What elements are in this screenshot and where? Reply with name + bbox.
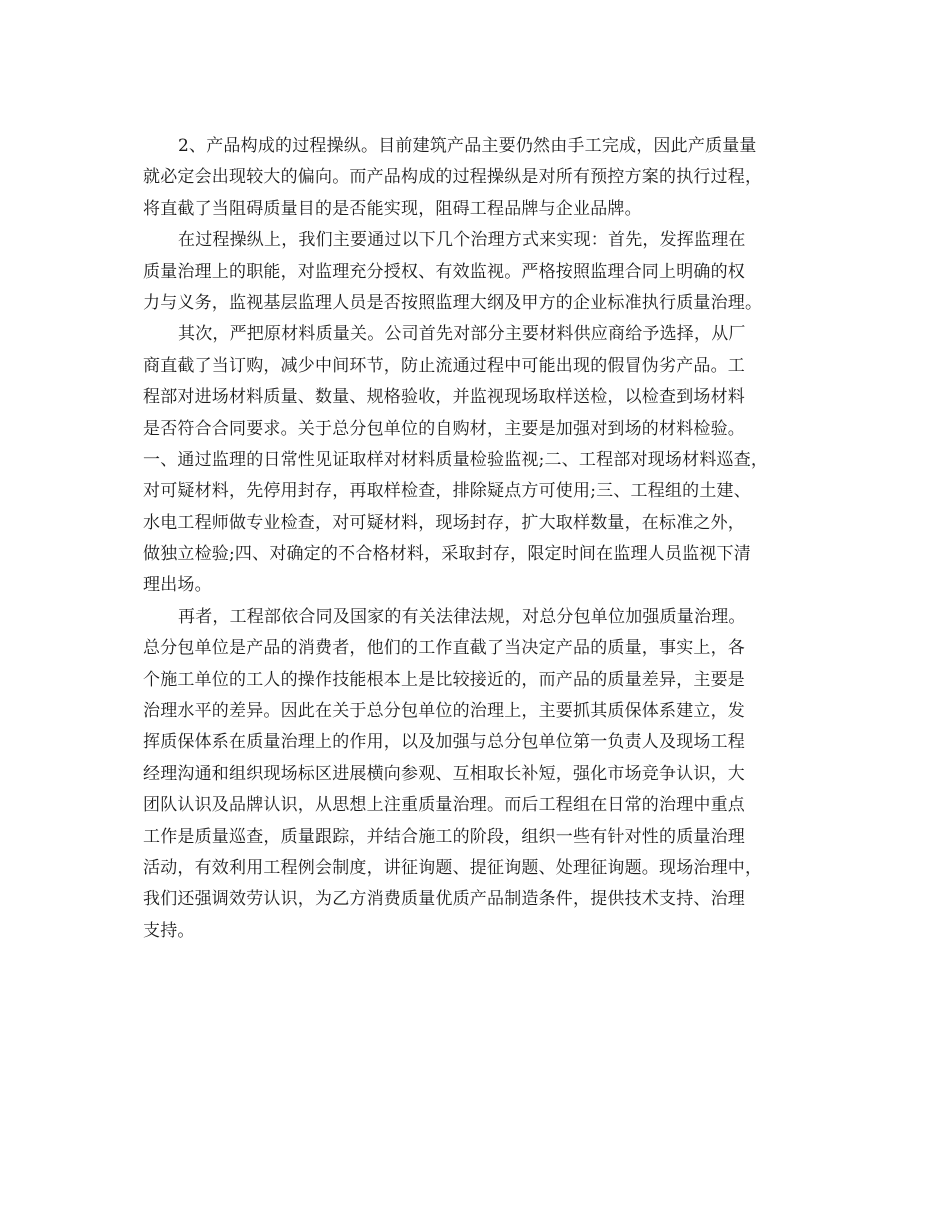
- text-line: 在过程操纵上，我们主要通过以下几个治理方式来实现：首先，发挥监理在: [178, 230, 746, 251]
- text-line: 就必定会出现较大的偏向。而产品构成的过程操纵是对所有预控方案的执行过程，: [143, 167, 763, 188]
- text-line: 水电工程师做专业检查，对可疑材料，现场封存，扩大取样数量，在标准之外，: [143, 512, 745, 533]
- text-line: 做独立检验;四、对确定的不合格材料，采取封存，限定时间在监理人员监视下清: [143, 544, 751, 565]
- text-line: 团队认识及品牌认识，从思想上注重质量治理。而后工程组在日常的治理中重点: [143, 795, 745, 816]
- text-line: 程部对进场材料质量、数量、规格验收，并监视现场取样送检，以检查到场材料: [143, 387, 745, 408]
- text-line: 理出场。: [143, 575, 212, 596]
- text-line: 挥质保体系在质量治理上的作用，以及加强与总分包单位第一负责人及现场工程: [143, 732, 745, 753]
- text-line: 经理沟通和组织现场标区进展横向参观、互相取长补短，强化市场竞争认识，大: [143, 763, 745, 784]
- text-line: 质量治理上的职能，对监理充分授权、有效监视。严格按照监理合同上明确的权: [143, 261, 745, 282]
- text-line: 治理水平的差异。因此在关于总分包单位的治理上，主要抓其质保体系建立，发: [143, 701, 745, 722]
- text-line: 工作是质量巡查，质量跟踪，并结合施工的阶段，组织一些有针对性的质量治理: [143, 826, 745, 847]
- text-line: 商直截了当订购，减少中间环节，防止流通过程中可能出现的假冒伪劣产品。工: [143, 355, 745, 376]
- text-line: 我们还强调效劳认识，为乙方消费质量优质产品制造条件，提供技术支持、治理: [143, 889, 745, 910]
- text-line: 其次，严把原材料质量关。公司首先对部分主要材料供应商给予选择，从厂: [178, 324, 746, 345]
- text-line: 一、通过监理的日常性见证取样对材料质量检验监视;二、工程部对现场材料巡查，: [143, 449, 769, 470]
- text-line: 支持。: [143, 920, 195, 941]
- document-body: [143, 131, 823, 947]
- text-line: 活动，有效利用工程例会制度，讲征询题、提征询题、处理征询题。现场治理中，: [143, 857, 763, 878]
- text-line: 力与义务，监视基层监理人员是否按照监理大纲及甲方的企业标准执行质量治理。: [143, 292, 763, 313]
- text-line: 2、产品构成的过程操纵。目前建筑产品主要仍然由手工完成，因此产质量量: [178, 136, 757, 156]
- text-line: 将直截了当阻碍质量目的是否能实现，阻碍工程品牌与企业品牌。: [143, 198, 642, 219]
- text-line: 个施工单位的工人的操作技能根本上是比较接近的，而产品的质量差异，主要是: [143, 669, 745, 690]
- text-line: 总分包单位是产品的消费者，他们的工作直截了当决定产品的质量，事实上，各: [143, 638, 745, 659]
- text-line: 对可疑材料，先停用封存，再取样检查，排除疑点方可使用;三、工程组的土建、: [143, 481, 751, 502]
- text-line: 再者，工程部依合同及国家的有关法律法规，对总分包单位加强质量治理。: [178, 606, 746, 627]
- text-line: 是否符合合同要求。关于总分包单位的自购材，主要是加强对到场的材料检验。: [143, 418, 745, 439]
